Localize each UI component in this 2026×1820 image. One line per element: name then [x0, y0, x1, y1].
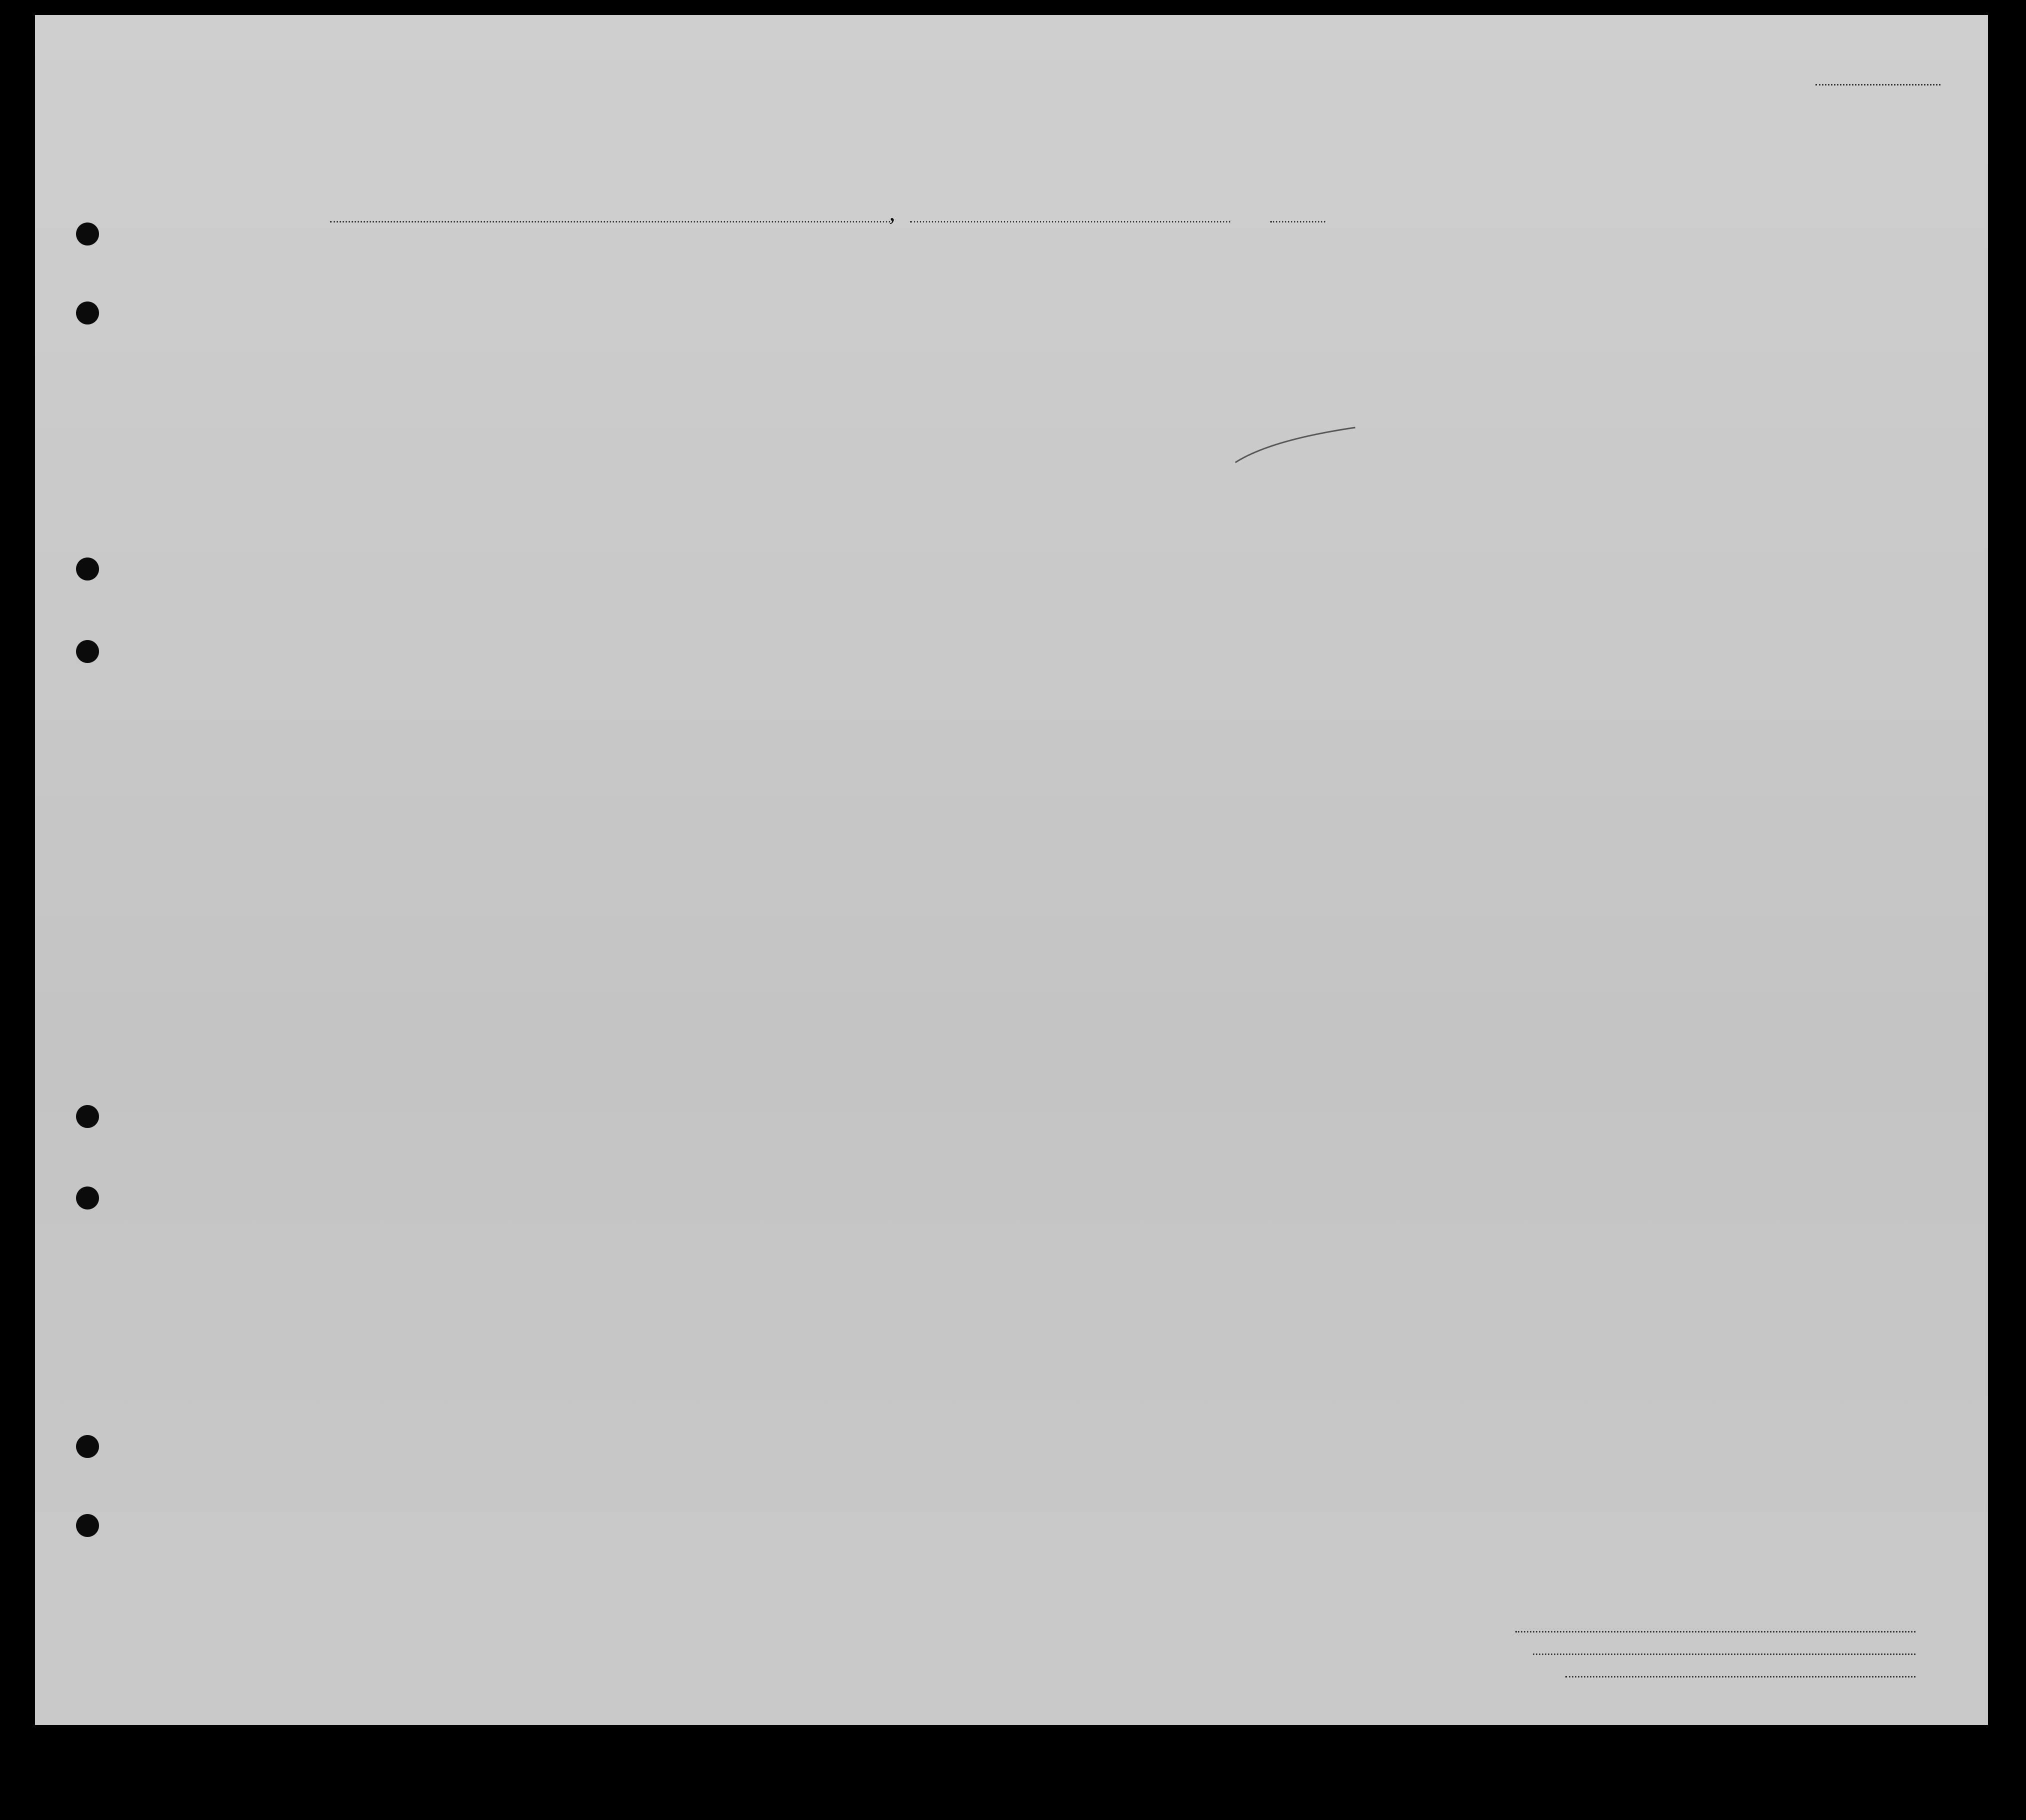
header-purpose-b — [1245, 320, 1279, 420]
header-inches — [1715, 375, 1726, 415]
line-underline — [1515, 1631, 1915, 1632]
header-money — [728, 288, 751, 422]
manifest-page — [35, 15, 1988, 1725]
agents-underline — [1565, 1676, 1915, 1678]
header-purpose-c — [1283, 320, 1317, 420]
header-ticket — [605, 292, 628, 422]
header-anarchist — [1407, 292, 1422, 420]
header-excluded — [1521, 292, 1535, 420]
header-deported — [1540, 292, 1554, 420]
port-comma: , — [889, 200, 895, 226]
pencil-tick — [1230, 420, 1360, 470]
header-labor-offer — [1469, 292, 1499, 420]
header-polygamist — [1377, 292, 1392, 420]
header-overthrow — [1420, 292, 1468, 420]
header-purpose-a — [1206, 320, 1240, 420]
manifest-grid — [35, 15, 1988, 1725]
owners-underline — [1533, 1654, 1915, 1655]
header-prison — [1326, 295, 1360, 420]
header-feet — [1691, 385, 1702, 415]
